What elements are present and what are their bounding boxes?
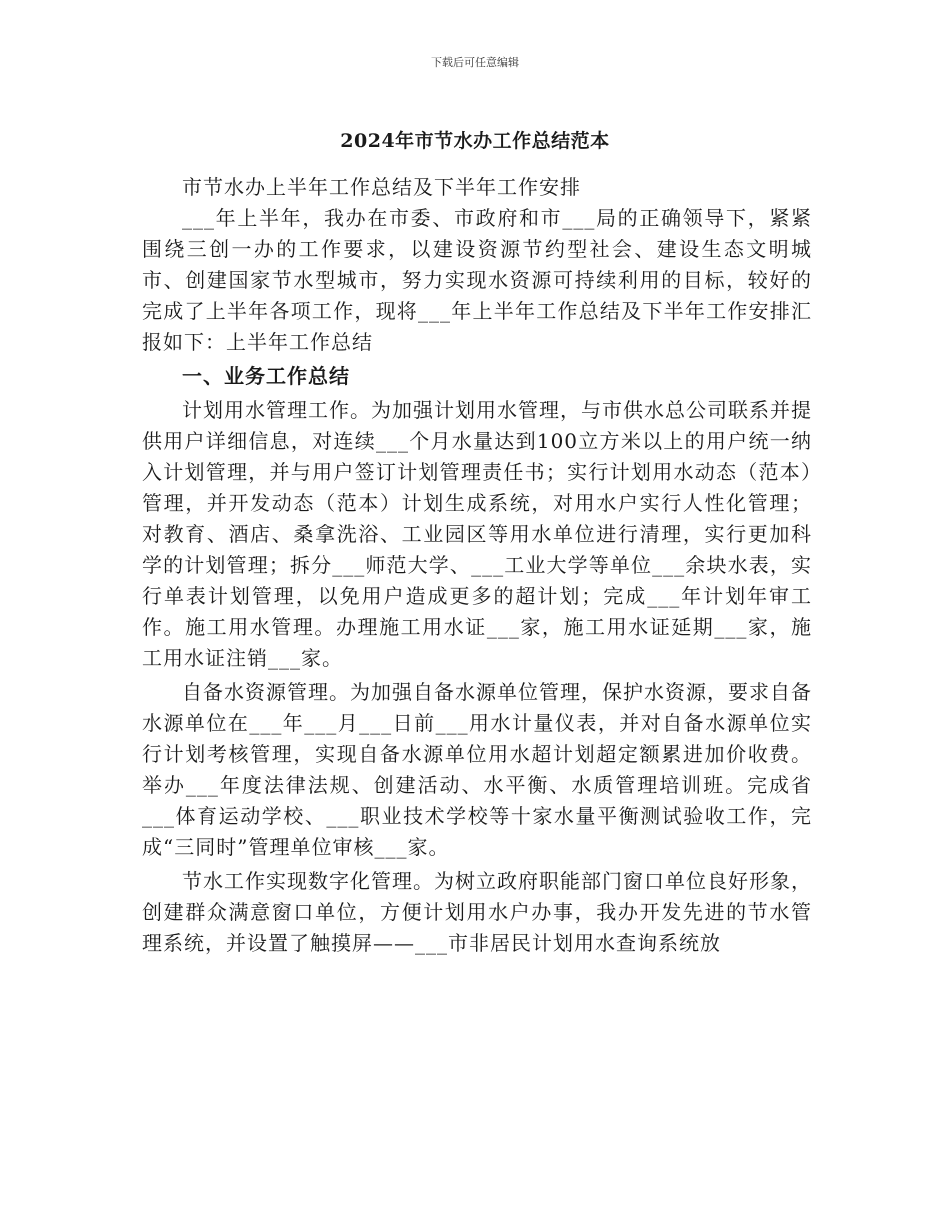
- intro-paragraph: ___年上半年，我办在市委、市政府和市___局的正确领导下，紧紧围绕三创一办的工作要求，以建设资源节约型社会、建设生态文明城市、创建国家节水型城市，努力实现水资源可持续利用的目标，较好的完成了上半年各项工作，现将___年上半年工作总结及下半年工作安排汇报如下：上半年工作总结: [142, 206, 812, 354]
- section-heading: 一、业务工作总结: [182, 364, 350, 388]
- document-body: [142, 172, 812, 959]
- page-header-note: 下载后可任意编辑: [431, 56, 519, 69]
- document-title: 2024年市节水办工作总结范本: [340, 130, 610, 152]
- paragraph-self-supply: 自备水资源管理。为加强自备水源单位管理，保护水资源，要求自备水源单位在___年___月___日前___用水计量仪表，并对自备水源单位实行计划考核管理，实现自备水源单位用水超计划超定额累进加价收费。举办___年度法律法规、创建活动、水平衡、水质管理培训班。完成省___体育运动学校、___职业技术学校等十家水量平衡测试验收工作，完成“三同时”管理单位审核___家。: [142, 680, 812, 859]
- paragraph-digital-management: 节水工作实现数字化管理。为树立政府职能部门窗口单位良好形象，创建群众满意窗口单位，方便计划用水户办事，我办开发先进的节水管理系统，并设置了触摸屏——___市非居民计划用水查询系统放: [142, 869, 812, 955]
- document-subtitle: 市节水办上半年工作总结及下半年工作安排: [182, 175, 581, 199]
- paragraph-plan-water: 计划用水管理工作。为加强计划用水管理，与市供水总公司联系并提供用户详细信息，对连续___个月水量达到100立方米以上的用户统一纳入计划管理，并与用户签订计划管理责任书；实行计划用水动态（范本）管理，并开发动态（范本）计划生成系统，对用水户实行人性化管理；对教育、酒店、桑拿洗浴、工业园区等用水单位进行清理，实行更加科学的计划管理；拆分___师范大学、___工业大学等单位___余块水表，实行单表计划管理，以免用户造成更多的超计划；完成___年计划年审工作。施工用水管理。办理施工用水证___家，施工用水证延期___家，施工用水证注销___家。: [142, 398, 812, 670]
